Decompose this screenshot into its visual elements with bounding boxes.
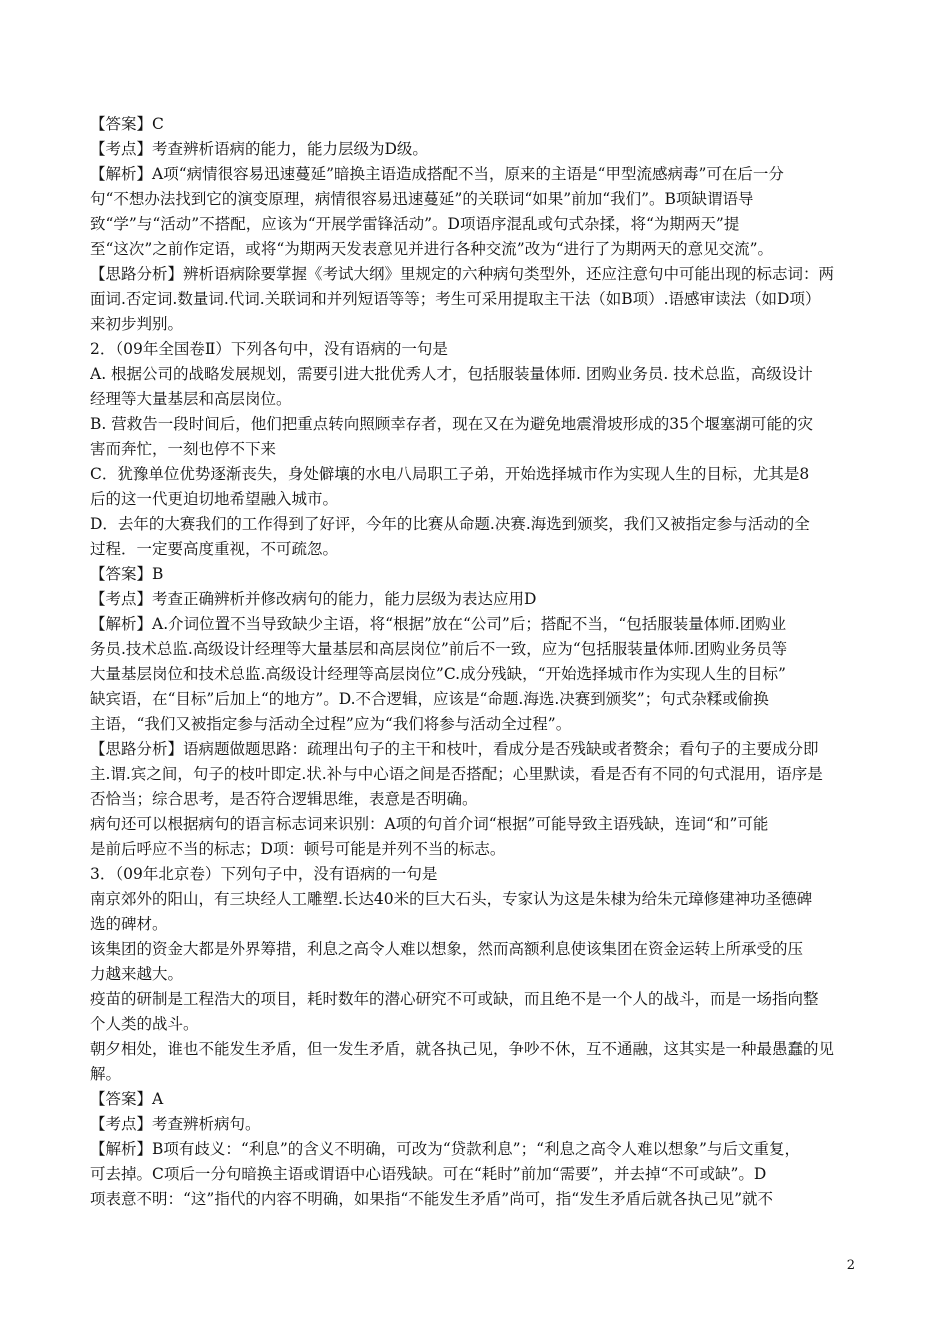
text-line: 解。 — [90, 1065, 122, 1083]
text-line: 否恰当；综合思考，是否符合逻辑思维，表意是否明确。 — [90, 790, 478, 808]
text-line: 主.谓.宾之间，句子的枝叶即定.状.补与中心语之间是否搭配；心里默读，看是否有不同的句式混用，语序是 — [90, 765, 823, 783]
text-line: 害而奔忙，一刻也停不下来 — [90, 440, 277, 458]
page-number: 2 — [846, 1258, 855, 1273]
text-line: 致“学”与“活动”不搭配，应该为“开展学雷锋活动”。D项语序混乱或句式杂揉，将“为期两天”提 — [90, 215, 740, 233]
text-line: 过程．一定要高度重视，不可疏忽。 — [90, 540, 339, 558]
text-line: 是前后呼应不当的标志；D项：顿号可能是并列不当的标志。 — [90, 840, 506, 858]
text-line: 大量基层岗位和技术总监.高级设计经理等高层岗位”C.成分残缺，“开始选择城市作为实现人生的目标” — [90, 665, 786, 683]
text-line: 【思路分析】语病题做题思路：疏理出句子的主干和枝叶，看成分是否残缺或者赘余；看句子的主要成分即 — [90, 740, 819, 758]
text-line: 可去掉。C项后一分句暗换主语或谓语中心语残缺。可在“耗时”前加“需要”，并去掉“不可或缺”。D — [90, 1165, 767, 1183]
text-line: 3．（09年北京卷）下列句子中，没有语病的一句是 — [90, 865, 438, 883]
text-line: 【思路分析】辨析语病除要掌握《考试大纲》里规定的六种病句类型外，还应注意句中可能出现的标志词：两 — [90, 265, 835, 283]
text-line: 【解析】B项有歧义：“利息”的含义不明确，可改为“贷款利息”；“利息之高令人难以想象”与后文重复， — [90, 1140, 800, 1158]
text-line: 缺宾语，在“目标”后加上“的地方”。D.不合逻辑，应该是“命题.海选.决赛到颁奖”；句式杂糅或偷换 — [90, 690, 769, 708]
text-line: 【解析】A.介词位置不当导致缺少主语，将“根据”放在“公司”后；搭配不当，“包括服装量体师.团购业 — [90, 615, 787, 633]
document-body — [90, 112, 870, 1212]
text-line: D．去年的大赛我们的工作得到了好评，今年的比赛从命题.决赛.海选到颁奖，我们又被指定参与活动的全 — [90, 515, 810, 533]
text-line: 后的这一代更迫切地希望融入城市。 — [90, 490, 339, 508]
text-line: 至“这次”之前作定语，或将“为期两天发表意见并进行各种交流”改为“进行了为期两天的意见交流”。 — [90, 240, 774, 258]
text-line: 选的碑材。 — [90, 915, 168, 933]
text-line: 主语，“我们又被指定参与活动全过程”应为“我们将参与活动全过程”。 — [90, 715, 572, 733]
text-line: 【答案】A — [90, 1090, 164, 1108]
text-line: 南京郊外的阳山，有三块经人工雕塑.长达40米的巨大石头，专家认为这是朱棣为给朱元璋修建神功圣德碑 — [90, 890, 813, 908]
text-line: 项表意不明：“这”指代的内容不明确，如果指“不能发生矛盾”尚可，指“发生矛盾后就各执己见”就不 — [90, 1190, 774, 1208]
text-line: 【答案】B — [90, 565, 164, 583]
text-line: 经理等大量基层和高层岗位。 — [90, 390, 292, 408]
text-line: 2．（09年全国卷Ⅱ）下列各句中，没有语病的一句是 — [90, 340, 448, 358]
text-line: 来初步判别。 — [90, 315, 184, 333]
text-line: B. 营救告一段时间后，他们把重点转向照顾幸存者，现在又在为避免地震滑坡形成的35个堰塞湖可能的灾 — [90, 415, 813, 433]
text-line: 疫苗的研制是工程浩大的项目，耗时数年的潜心研究不可或缺，而且绝不是一个人的战斗，而是一场指向整 — [90, 990, 819, 1008]
text-line: 朝夕相处，谁也不能发生矛盾，但一发生矛盾，就各执己见，争吵不休，互不通融，这其实是一种最愚蠢的见 — [90, 1040, 835, 1058]
text-line: 个人类的战斗。 — [90, 1015, 199, 1033]
text-line: A. 根据公司的战略发展规划，需要引进大批优秀人才，包括服装量体师. 团购业务员. 技术总监，高级设计 — [90, 365, 813, 383]
text-line: 面词.否定词.数量词.代词.关联词和并列短语等等；考生可采用提取主干法（如B项）.语感审读法（如D项） — [90, 290, 821, 308]
text-line: 句“不想办法找到它的演变原理，病情很容易迅速蔓延”的关联词“如果”前加“我们”。B项缺谓语导 — [90, 190, 754, 208]
text-line: 【考点】考查正确辨析并修改病句的能力，能力层级为表达应用D — [90, 590, 537, 608]
text-line: 务员.技术总监.高级设计经理等大量基层和高层岗位”前后不一致，应为“包括服装量体师.团购业务员等 — [90, 640, 788, 658]
text-line: 【答案】C — [90, 115, 164, 133]
text-line: 病句还可以根据病句的语言标志词来识别：A项的句首介词“根据”可能导致主语残缺，连词“和”可能 — [90, 815, 769, 833]
text-line: 力越来越大。 — [90, 965, 184, 983]
text-line: 【解析】A项“病情很容易迅速蔓延”暗换主语造成搭配不当，原来的主语是“甲型流感病毒”可在后一分 — [90, 165, 784, 183]
text-line: 该集团的资金大都是外界筹措，利息之高令人难以想象，然而高额利息使该集团在资金运转上所承受的压 — [90, 940, 804, 958]
text-line: 【考点】考查辨析语病的能力，能力层级为D级。 — [90, 140, 428, 158]
text-line: 【考点】考查辨析病句。 — [90, 1115, 261, 1133]
text-line: C．犹豫单位优势逐渐丧失，身处僻壤的水电八局职工子弟，开始选择城市作为实现人生的目标，尤其是8 — [90, 465, 810, 483]
